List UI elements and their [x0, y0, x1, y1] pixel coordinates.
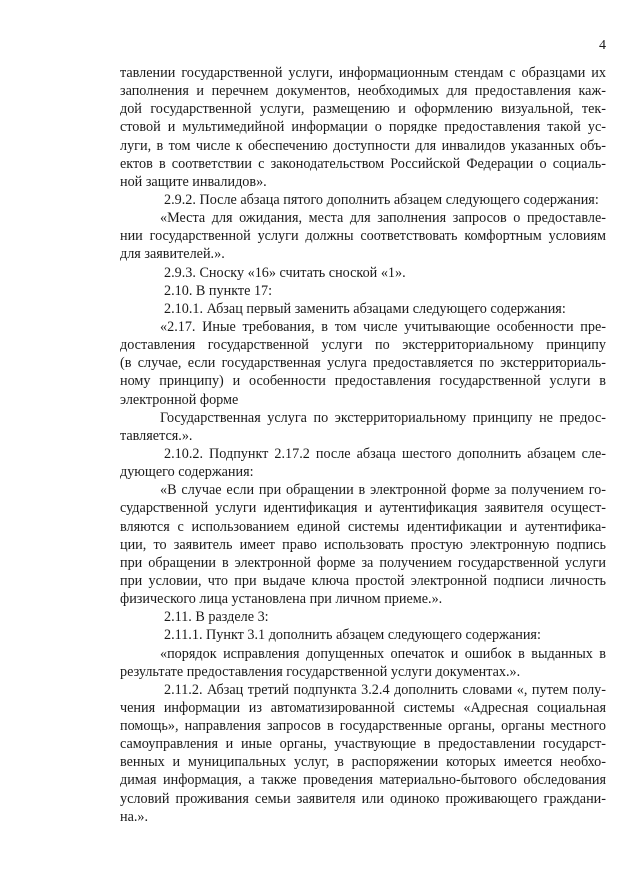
text-line: димая информация, а также проведения материально-бытового обследования [120, 772, 606, 789]
text-line: нии государственной услуги должны соответствовать комфортным условиям [120, 228, 606, 245]
text-line: чения информации из автоматизированной системы «Адресная социальная [120, 699, 606, 716]
text-line: ции, то заявитель имеет право использовать простую электронную подпись [120, 536, 606, 553]
text-line: (в случае, если государственная услуга предоставляется по экстерриториаль- [120, 355, 606, 372]
text-line: доставления государственной услуги по экстерриториальному принципу [120, 337, 606, 354]
text-line: луги, в том числе к обеспечению доступности для инвалидов указанных объ- [120, 137, 606, 154]
text-line: электронной форме [120, 391, 239, 408]
text-line: физического лица установлена при личном приеме.». [120, 591, 443, 608]
text-line: ному принципу) и особенности предоставления государственной услуги в [120, 373, 606, 390]
text-line: самоуправления и иные органы, участвующие в предоставлении государст- [120, 736, 606, 753]
text-line: 2.11.1. Пункт 3.1 дополнить абзацем следующего содержания: [164, 627, 541, 644]
text-line: «В случае если при обращении в электронной форме за получением го- [160, 482, 606, 499]
text-line: ектов в соответствии с законодательством Российской Федерации о социаль- [120, 155, 606, 172]
text-line: 2.10. В пункте 17: [164, 282, 273, 299]
text-line: условий проживания семьи заявителя или одиноко проживающего граждани- [120, 790, 606, 807]
text-line: Государственная услуга по экстерриториальному принципу не предос- [160, 409, 606, 426]
text-line: результате предоставления государственной услуги документах.». [120, 663, 521, 680]
page-number: 4 [599, 38, 606, 53]
text-line: заполнения и перечнем документов, необходимых для предоставления каж- [120, 83, 606, 100]
text-line: сударственной услуги идентификация и аутентификация заявителя осущест- [120, 500, 606, 517]
text-line: ной защите инвалидов». [120, 173, 267, 190]
text-line: 2.10.1. Абзац первый заменить абзацами следующего содержания: [164, 300, 566, 317]
text-line: тавлении государственной услуги, информационным стендам с образцами их [120, 65, 606, 81]
text-line: «порядок исправления допущенных опечаток и ошибок в выданных в [160, 645, 606, 662]
text-line: тавляется.». [120, 427, 193, 444]
text-line: дой государственной услуги, размещению и оформлению визуальной, тек- [120, 101, 606, 118]
text-line: 2.9.2. После абзаца пятого дополнить абзацем следующего содержания: [164, 191, 599, 208]
text-line: помощь», направления запросов в государственные органы, органы местного [120, 718, 606, 735]
text-line: 2.9.3. Сноску «16» считать сноской «1». [164, 264, 406, 281]
text-line: 2.11.2. Абзац третий подпункта 3.2.4 дополнить словами «, путем полу- [164, 681, 606, 698]
text-line: дующего содержания: [120, 464, 254, 481]
text-line: «Места для ожидания, места для заполнения запросов о предоставле- [160, 210, 606, 227]
text-line: при условии, что при выдаче ключа простой электронной подписи личность [120, 572, 606, 589]
text-line: «2.17. Иные требования, в том числе учитывающие особенности пре- [160, 318, 606, 335]
text-line: венных и муниципальных услуг, в распоряжении которых имеется необхо- [120, 754, 606, 771]
text-line: вляются с использованием единой системы идентификации и аутентифика- [120, 518, 606, 535]
text-line: для заявителей.». [120, 246, 225, 263]
text-line: на.». [120, 808, 149, 825]
document-body [120, 64, 606, 826]
text-line: 2.11. В разделе 3: [164, 609, 269, 626]
text-line: стовой и мультимедийной информации о порядке предоставления такой ус- [120, 119, 606, 136]
text-line: при обращении в электронной форме за получением государственной услуги [120, 554, 606, 571]
text-line: 2.10.2. Подпункт 2.17.2 после абзаца шестого дополнить абзацем сле- [164, 445, 606, 462]
